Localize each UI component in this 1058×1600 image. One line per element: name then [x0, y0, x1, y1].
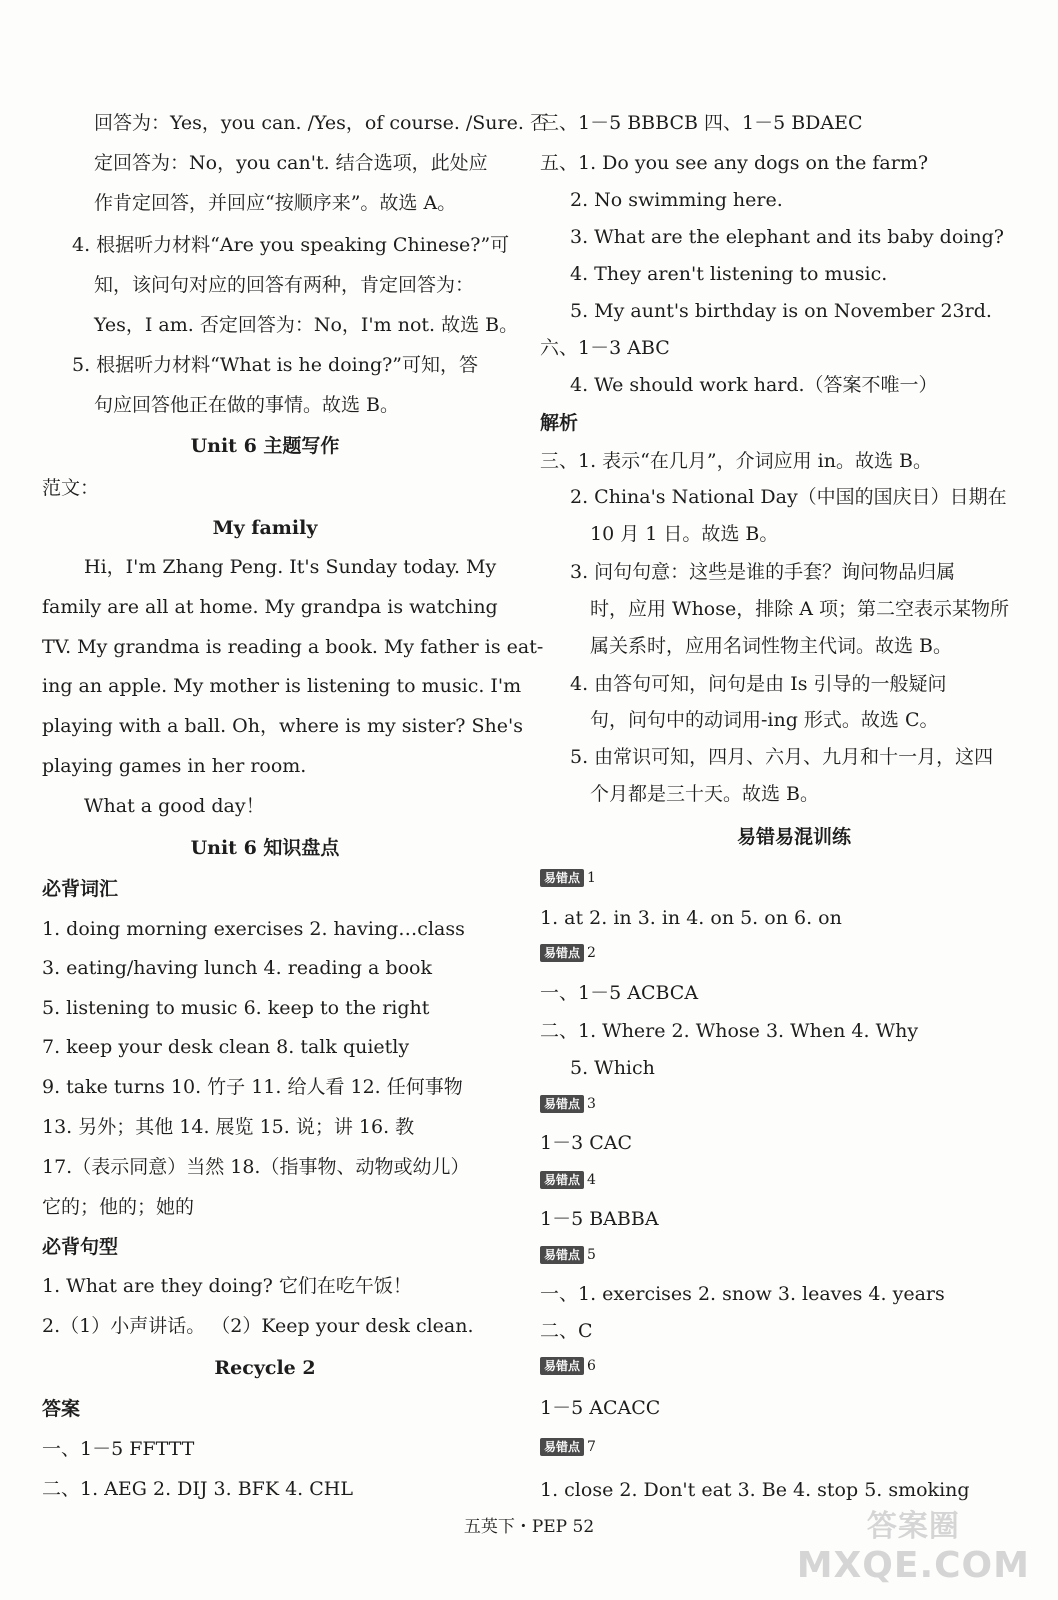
page-footer: 五英下・PEP 52	[463, 1517, 595, 1537]
tag-label: 易错点	[540, 944, 584, 962]
tag-number: 3	[587, 1096, 596, 1112]
answer-line: 1. close 2. Don't eat 3. Be 4. stop 5. smoking	[540, 1479, 970, 1501]
mistake-tag	[540, 1095, 596, 1113]
essay-line: ing an apple. My mother is listening to music. I'm	[42, 675, 522, 697]
tag-number: 4	[587, 1172, 596, 1188]
vocab-line: 17.（表示同意）当然 18.（指事物、动物或幼儿）	[42, 1156, 470, 1178]
answer-line: 二、1. AEG 2. DIJ 3. BFK 4. CHL	[42, 1478, 353, 1500]
mistake-tag	[540, 1438, 596, 1456]
watermark-top: 答案圈	[866, 1509, 960, 1544]
analysis-line: 属关系时，应用名词性物主代词。故选 B。	[590, 635, 953, 657]
section-title: Unit 6 知识盘点	[190, 837, 340, 859]
answer-line: 一、1－5 ACBCA	[540, 982, 699, 1004]
text-line: 句应回答他正在做的事情。故选 B。	[94, 394, 400, 416]
text-line: 5. 根据听力材料“What is he doing?”可知，答	[72, 354, 479, 376]
tag-number: 2	[587, 945, 596, 961]
answer-line: 一、1. exercises 2. snow 3. leaves 4. years	[540, 1283, 945, 1305]
tag-number: 6	[587, 1358, 596, 1374]
answer-line: 1. at 2. in 3. in 4. on 5. on 6. on	[540, 907, 842, 929]
answer-line: 2. No swimming here.	[570, 189, 783, 211]
vocab-line: 5. listening to music 6. keep to the right	[42, 997, 430, 1019]
mistake-tag	[540, 1171, 596, 1189]
text-line: 作肯定回答，并回应“按顺序来”。故选 A。	[94, 192, 457, 214]
subheading: 必背句型	[42, 1236, 119, 1258]
vocab-line: 1. doing morning exercises 2. having…class	[42, 918, 465, 940]
subheading: 解析	[540, 412, 579, 434]
section-title: 易错易混训练	[736, 826, 851, 848]
analysis-line: 2. China's National Day（中国的国庆日）日期在	[570, 486, 1007, 508]
analysis-line: 个月都是三十天。故选 B。	[590, 783, 820, 805]
vocab-line: 13. 另外；其他 14. 展览 15. 说；讲 16. 教	[42, 1116, 415, 1138]
text-line: 4. 根据听力材料“Are you speaking Chinese?”可	[72, 234, 510, 256]
tag-number: 5	[587, 1247, 596, 1263]
answer-line: 4. We should work hard.（答案不唯一）	[570, 374, 938, 396]
answer-line: 3. What are the elephant and its baby doing?	[570, 226, 1004, 248]
answer-line: 1－5 BABBA	[540, 1208, 659, 1230]
essay-line: What a good day！	[84, 795, 265, 817]
answer-line: 4. They aren't listening to music.	[570, 263, 888, 285]
answer-line: 1－3 CAC	[540, 1132, 633, 1154]
answer-line: 1－5 ACACC	[540, 1397, 661, 1419]
tag-label: 易错点	[540, 1357, 584, 1375]
section-title: Recycle 2	[214, 1357, 316, 1379]
answer-line: 5. Which	[570, 1057, 655, 1079]
label: 范文：	[42, 477, 100, 499]
analysis-line: 句，问句中的动词用-ing 形式。故选 C。	[590, 709, 939, 731]
vocab-line: 9. take turns 10. 竹子 11. 给人看 12. 任何事物	[42, 1076, 463, 1098]
tag-number: 1	[587, 870, 596, 886]
analysis-line: 时，应用 Whose，排除 A 项；第二空表示某物所	[590, 598, 1010, 620]
mistake-tag	[540, 944, 596, 962]
tag-label: 易错点	[540, 869, 584, 887]
essay-title: My family	[212, 517, 318, 539]
essay-line: Hi，I'm Zhang Peng. It's Sunday today. My	[84, 556, 497, 578]
mistake-tag	[540, 1357, 596, 1375]
tag-number: 7	[587, 1439, 596, 1455]
answer-line: 五、1. Do you see any dogs on the farm?	[540, 152, 929, 174]
text-line: 知，该问句对应的回答有两种，肯定回答为：	[94, 274, 475, 296]
answer-line: 六、1－3 ABC	[540, 337, 670, 359]
section-title: Unit 6 主题写作	[190, 435, 340, 457]
vocab-line: 3. eating/having lunch 4. reading a book	[42, 957, 432, 979]
sentence-line: 2.（1）小声讲话。 （2）Keep your desk clean.	[42, 1315, 474, 1337]
tag-label: 易错点	[540, 1171, 584, 1189]
analysis-line: 三、1. 表示“在几月”，介词应用 in。故选 B。	[540, 450, 932, 472]
analysis-line: 4. 由答句可知，问句是由 Is 引导的一般疑问	[570, 673, 947, 695]
mistake-tag	[540, 1246, 596, 1264]
essay-line: family are all at home. My grandpa is watching	[42, 596, 498, 618]
essay-line: TV. My grandma is reading a book. My father is eat-	[42, 636, 544, 658]
sentence-line: 1. What are they doing? 它们在吃午饭！	[42, 1275, 412, 1297]
analysis-line: 3. 问句句意：这些是谁的手套？询问物品归属	[570, 561, 956, 583]
vocab-line: 7. keep your desk clean 8. talk quietly	[42, 1036, 410, 1058]
answer-line: 二、C	[540, 1320, 593, 1342]
analysis-line: 5. 由常识可知，四月、六月、九月和十一月，这四	[570, 746, 994, 768]
subheading: 答案	[42, 1398, 81, 1420]
essay-line: playing games in her room.	[42, 755, 307, 777]
watermark	[797, 1501, 1030, 1586]
watermark-text: MXQE.COM	[796, 1545, 1030, 1586]
text-line: 定回答为：No，you can't. 结合选项，此处应	[94, 152, 488, 174]
tag-label: 易错点	[540, 1095, 584, 1113]
text-line: Yes，I am. 否定回答为：No，I'm not. 故选 B。	[94, 314, 519, 336]
text-line: 回答为：Yes，you can. /Yes，of course. /Sure. 否	[94, 112, 549, 134]
answer-line: 二、1. Where 2. Whose 3. When 4. Why	[540, 1020, 919, 1042]
answer-line: 三、1－5 BBBCB 四、1－5 BDAEC	[540, 112, 863, 134]
mistake-tag	[540, 869, 596, 887]
answer-line: 一、1－5 FFTTT	[42, 1438, 195, 1460]
subheading: 必背词汇	[42, 878, 119, 900]
vocab-line: 它的；他的；她的	[42, 1196, 195, 1218]
analysis-line: 10 月 1 日。故选 B。	[590, 523, 779, 545]
answer-line: 5. My aunt's birthday is on November 23rd.	[570, 300, 992, 322]
essay-line: playing with a ball. Oh，where is my sister? She's	[42, 715, 523, 737]
tag-label: 易错点	[540, 1438, 584, 1456]
tag-label: 易错点	[540, 1246, 584, 1264]
